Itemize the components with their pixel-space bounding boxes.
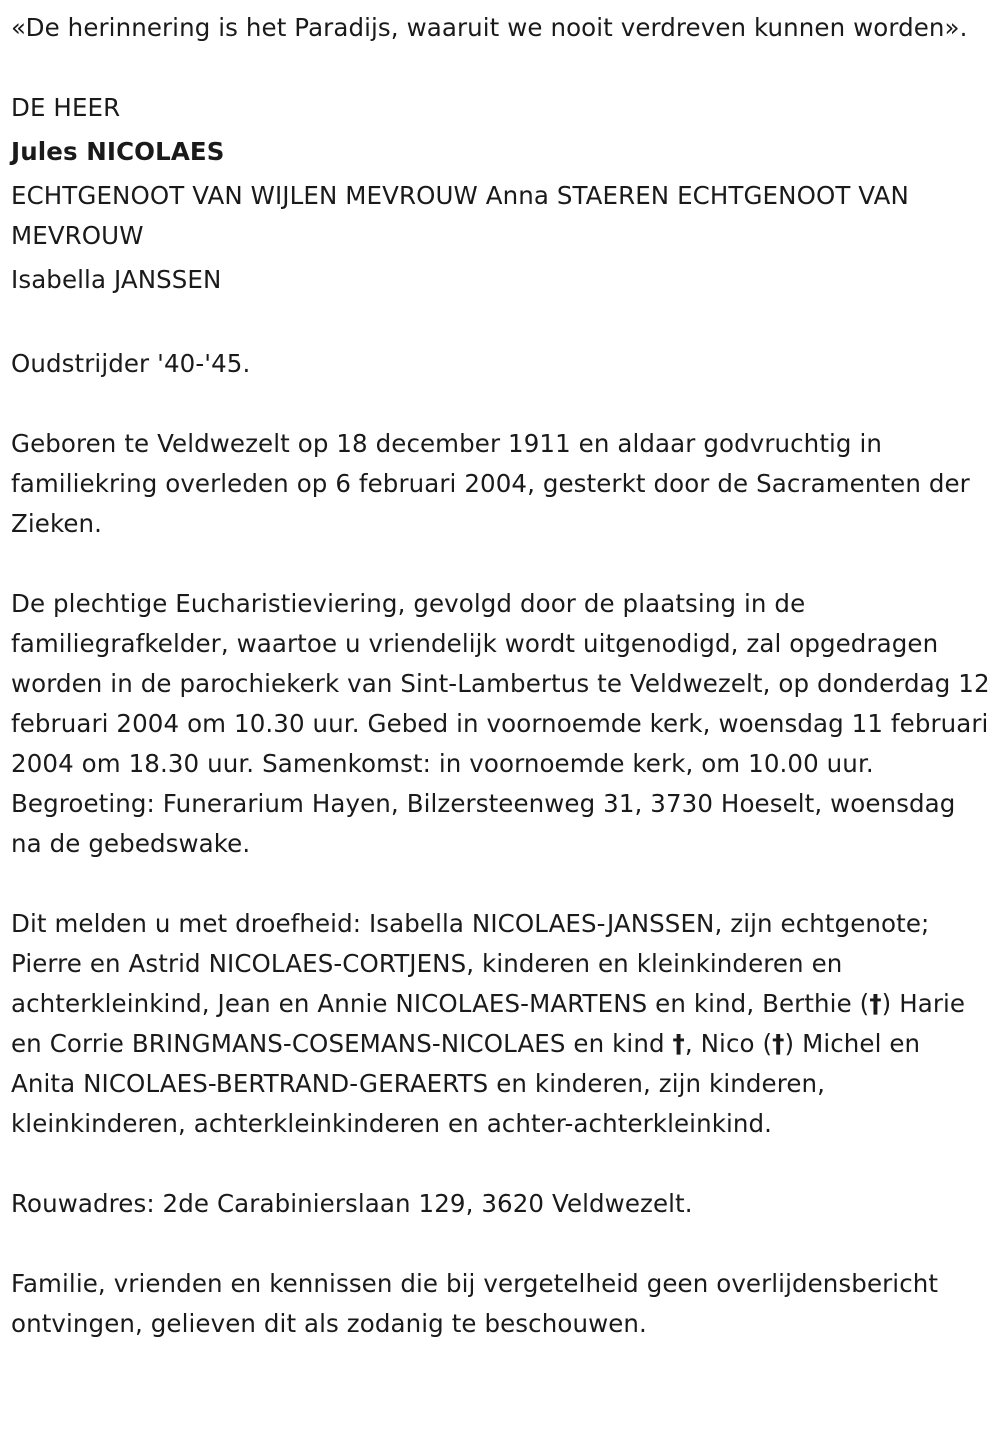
- deceased-name: Jules NICOLAES: [11, 137, 225, 166]
- honorific-title: DE HEER: [11, 93, 121, 122]
- quote-text: «De herinnering is het Paradijs, waaruit we nooit verdreven kunnen worden».: [11, 13, 968, 42]
- cross-icon: †: [672, 1029, 685, 1058]
- address-block: [11, 1184, 990, 1224]
- ceremony-text: De plechtige Eucharistieviering, gevolgd door de plaatsing in de familiegrafkelder, waartoe u vriendelijk wordt uitgenodigd, zal opgedragen worden in de parochiekerk van Sint-Lambertus te Veldwezelt, op donderdag 12 februari 2004 om 10.30 uur. Gebed in voornoemde kerk, woensdag 11 februari 2004 om 18.30 uur. Samenkomst: in voornoemde kerk, om 10.00 uur. Begroeting: Funerarium Hayen, Bilzersteenweg 31, 3730 Hoeselt, woensdag na de gebedswake.: [11, 589, 998, 858]
- family-text-part3: , Nico (: [684, 1029, 773, 1058]
- birth-death-block: [11, 424, 990, 544]
- closing-text: Familie, vrienden en kennissen die bij vergetelheid geen overlijdensbericht ontvingen, gelieven dit als zodanig te beschouwen.: [11, 1269, 947, 1338]
- birth-death-text: Geboren te Veldwezelt op 18 december 1911 en aldaar godvruchtig in familiekring overleden op 6 februari 2004, gesterkt door de Sacramenten der Zieken.: [11, 429, 978, 538]
- veteran-text: Oudstrijder '40-'45.: [11, 349, 251, 378]
- family-text-part1: Dit melden u met droefheid: Isabella NICOLAES-JANSSEN, zijn echtgenote; Pierre en Astrid NICOLAES-CORTJENS, kinderen en kleinkinderen en achterkleinkind, Jean en Annie NICOLAES-MARTENS en kind, Berthie (: [11, 909, 930, 1018]
- cross-icon: †: [869, 989, 882, 1018]
- closing-block: [11, 1264, 990, 1344]
- family-text-part4: ) Michel en Anita NICOLAES-BERTRAND-GERAERTS en kinderen, zijn kinderen, kleinkinderen, achterkleinkinderen en achter-achterkleinkind.: [11, 1029, 921, 1138]
- cross-icon: †: [772, 1029, 785, 1058]
- deceased-header: [11, 88, 990, 304]
- ceremony-block: [11, 584, 998, 864]
- quote-block: [11, 8, 990, 48]
- family-block: [11, 904, 990, 1144]
- spouse-line: ECHTGENOOT VAN WIJLEN MEVROUW Anna STAEREN ECHTGENOOT VAN MEVROUW: [11, 181, 917, 250]
- veteran-block: [11, 344, 990, 384]
- family-text-part2: ) Harie en Corrie BRINGMANS-COSEMANS-NICOLAES en kind: [11, 989, 966, 1058]
- second-spouse-name: Isabella JANSSEN: [11, 265, 222, 294]
- mourning-address: Rouwadres: 2de Carabinierslaan 129, 3620 Veldwezelt.: [11, 1189, 693, 1218]
